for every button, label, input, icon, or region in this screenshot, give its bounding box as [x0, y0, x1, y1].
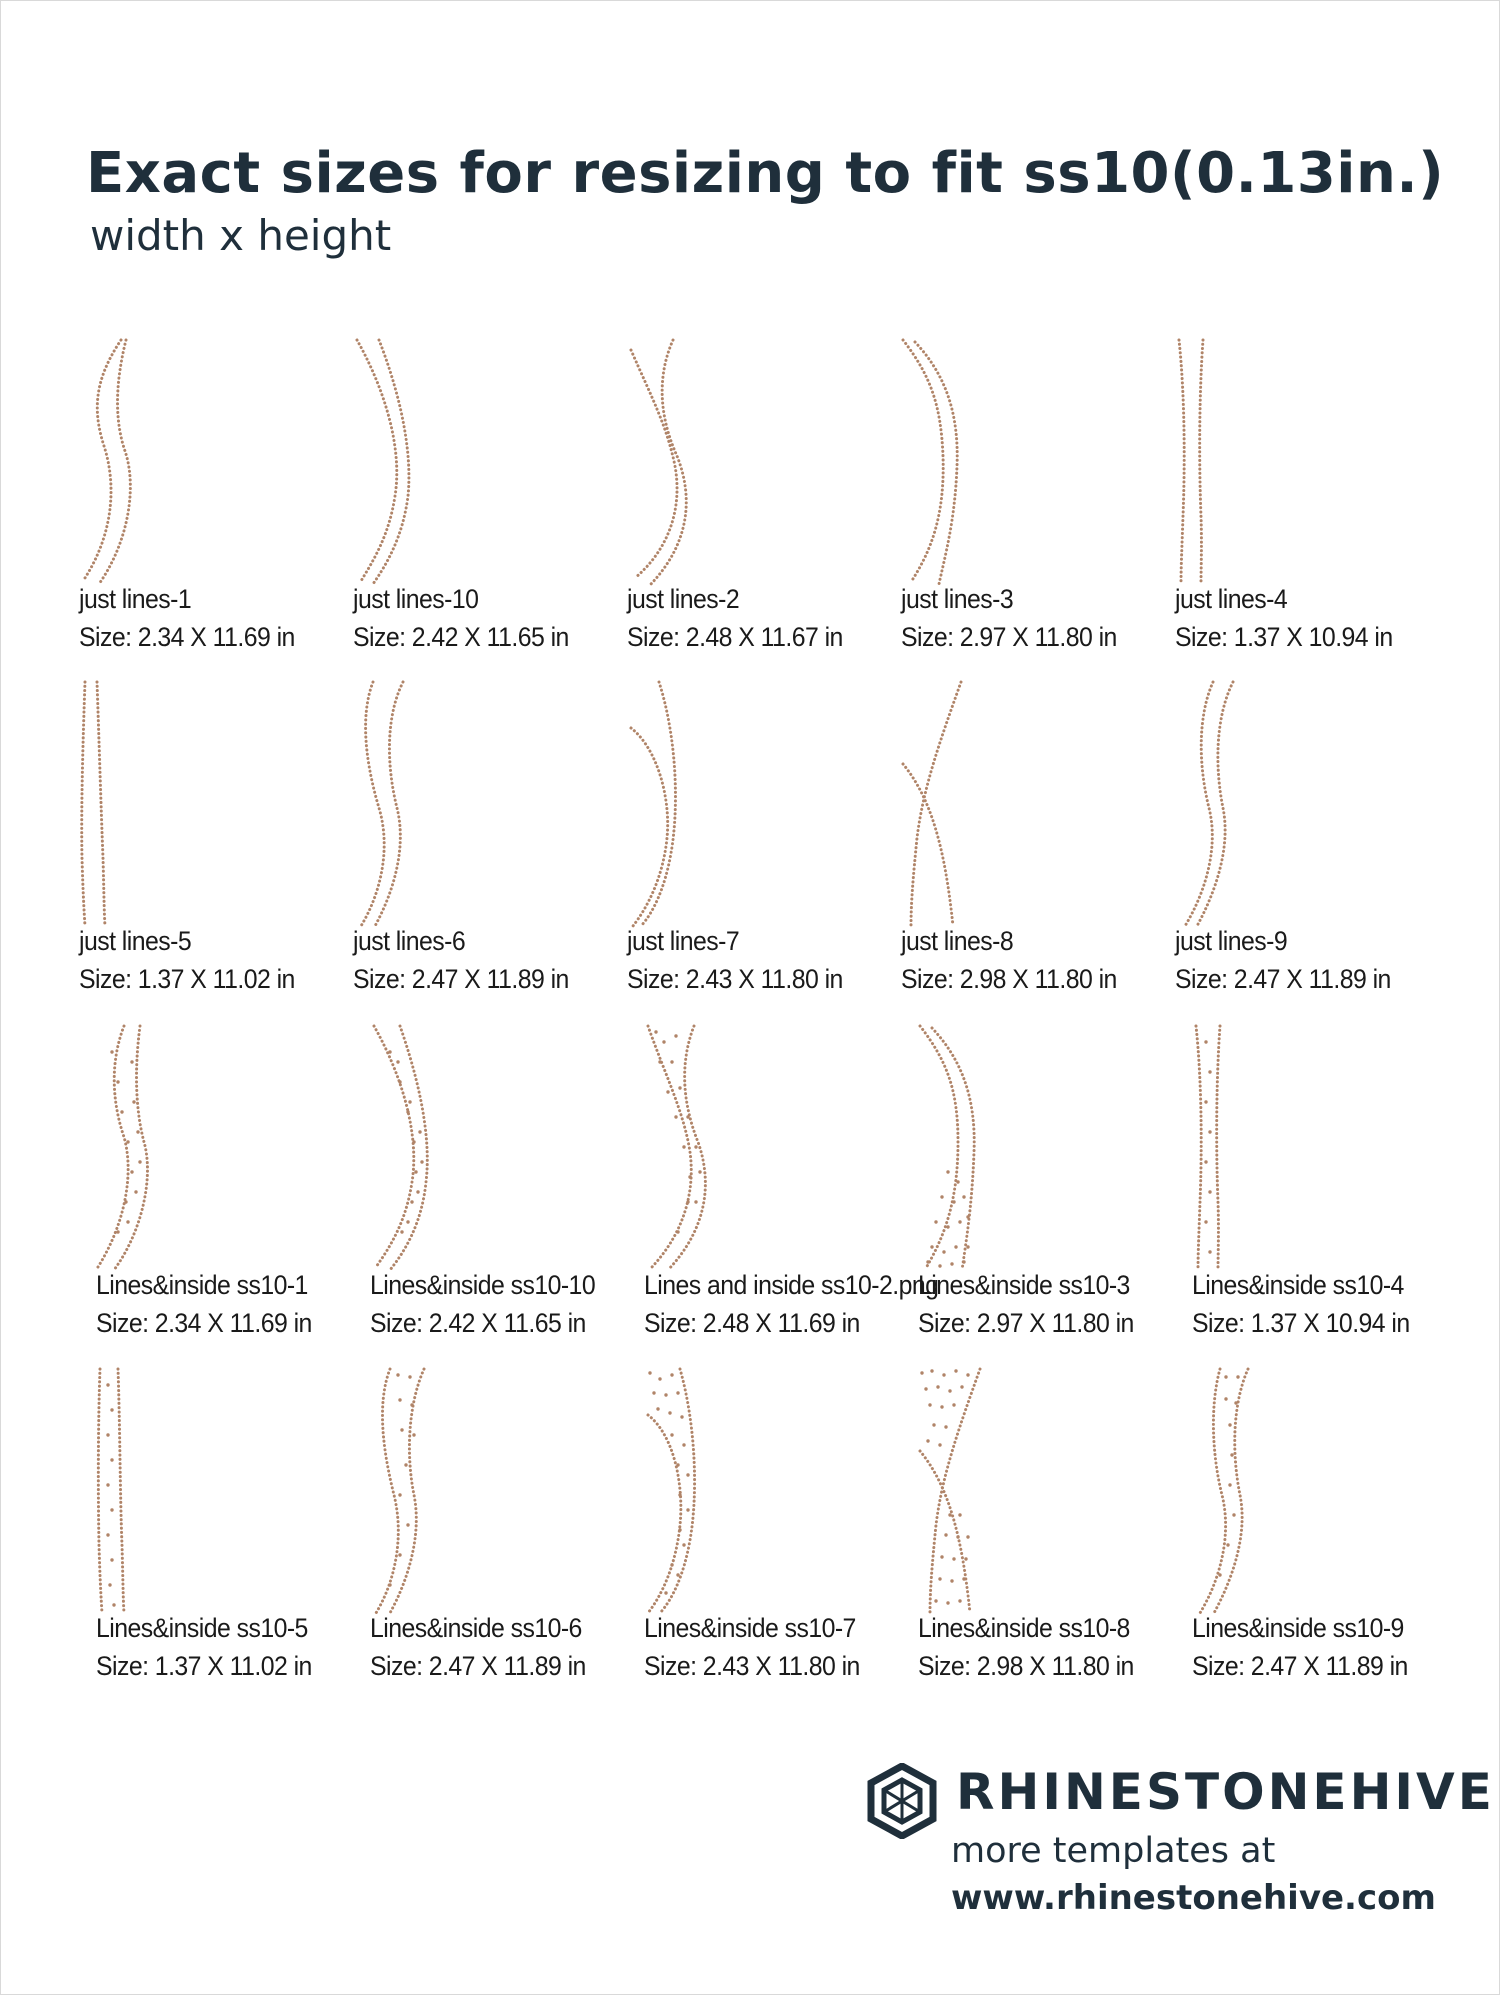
- rhinestone-dot: [648, 1371, 651, 1374]
- rhinestone-dot: [952, 1403, 955, 1406]
- rhinestone-dot: [116, 1230, 119, 1233]
- rhinestone-dot: [420, 1160, 423, 1163]
- rhinestone-line: [932, 1028, 974, 1270]
- rhinestone-dot: [670, 1373, 673, 1376]
- rhinestone-dot: [950, 1579, 953, 1582]
- rhinestone-dot: [398, 1553, 401, 1556]
- rhinestone-dot: [678, 1528, 681, 1531]
- template-size: Size: 2.43 X 11.80 in: [644, 1651, 860, 1681]
- rhinestone-dot: [1224, 1375, 1227, 1378]
- rhinestone-dot: [678, 1086, 681, 1089]
- rhinestone-dot: [964, 1557, 967, 1560]
- rhinestone-dot: [388, 1050, 391, 1053]
- rhinestone-line: [903, 340, 943, 582]
- template-card[interactable]: [1192, 1365, 1462, 1705]
- template-size: Size: 1.37 X 11.02 in: [79, 964, 295, 994]
- rhinestone-dot: [682, 1145, 685, 1148]
- rhinestone-dot: [966, 1245, 969, 1248]
- template-card[interactable]: [96, 1022, 366, 1362]
- rhinestone-dot: [940, 1555, 943, 1558]
- rhinestone-line: [1200, 340, 1203, 584]
- rhinestone-dot: [946, 1225, 949, 1228]
- template-size: Size: 2.97 X 11.80 in: [918, 1308, 1134, 1338]
- rhinestone-dot: [956, 1535, 959, 1538]
- rhinestone-dot: [676, 1463, 679, 1466]
- template-card[interactable]: [370, 1365, 640, 1705]
- rhinestone-dot: [108, 1583, 111, 1586]
- rhinestone-dot: [676, 1573, 679, 1576]
- rhinestone-line: [390, 1026, 427, 1270]
- page-subtitle: width x height: [90, 211, 392, 260]
- template-grid: [1, 1, 1500, 1996]
- rhinestone-dot: [928, 1403, 931, 1406]
- rhinestone-dot: [1208, 1130, 1211, 1133]
- rhinestone-line: [376, 1369, 398, 1613]
- rhinestone-dot: [106, 1433, 109, 1436]
- rhinestone-fill: [1204, 1040, 1211, 1253]
- template-11-preview: [96, 1022, 236, 1272]
- rhinestone-dot: [1204, 1100, 1207, 1103]
- rhinestone-dot: [946, 1170, 949, 1173]
- template-card[interactable]: [353, 336, 623, 676]
- rhinestone-dot: [408, 1375, 411, 1378]
- rhinestone-dot: [106, 1483, 109, 1486]
- rhinestone-dot: [654, 1030, 657, 1033]
- rhinestone-dot: [414, 1170, 417, 1173]
- rhinestone-line: [903, 764, 953, 926]
- rhinestone-dot: [694, 1145, 697, 1148]
- rhinestone-dot: [1232, 1513, 1235, 1516]
- template-name: just lines-9: [1175, 926, 1288, 956]
- template-3-preview: [627, 336, 767, 586]
- rhinestone-dot: [934, 1599, 937, 1602]
- rhinestone-dot: [398, 1398, 401, 1401]
- rhinestone-dot: [958, 1599, 961, 1602]
- rhinestone-dot: [966, 1215, 969, 1218]
- template-name: just lines-10: [353, 584, 479, 614]
- rhinestone-dot: [686, 1508, 689, 1511]
- rhinestone-dot: [388, 1583, 391, 1586]
- rhinestone-line: [97, 682, 105, 926]
- rhinestone-dot: [688, 1175, 691, 1178]
- template-card[interactable]: [644, 1365, 914, 1705]
- rhinestone-dot: [946, 1601, 949, 1604]
- template-card[interactable]: [627, 336, 897, 676]
- template-name: just lines-6: [353, 926, 466, 956]
- rhinestone-dot: [944, 1425, 947, 1428]
- template-size: Size: 2.47 X 11.89 in: [370, 1651, 586, 1681]
- rhinestone-dot: [940, 1405, 943, 1408]
- rhinestone-dot: [698, 1170, 701, 1173]
- rhinestone-dot: [664, 1393, 667, 1396]
- template-card[interactable]: [96, 1365, 366, 1705]
- template-card[interactable]: [1192, 1022, 1462, 1362]
- rhinestone-dot: [958, 1513, 961, 1516]
- template-name: Lines and inside ss10-2.png: [644, 1270, 939, 1300]
- template-size: Size: 1.37 X 11.02 in: [96, 1651, 312, 1681]
- rhinestone-line: [82, 682, 85, 926]
- rhinestone-dot: [412, 1433, 415, 1436]
- template-18-preview: [644, 1365, 784, 1615]
- template-card[interactable]: [901, 678, 1171, 1018]
- rhinestone-dot: [112, 1603, 115, 1606]
- rhinestone-dot: [962, 1577, 965, 1580]
- rhinestone-dot: [410, 1200, 413, 1203]
- template-size: Size: 2.34 X 11.69 in: [96, 1308, 312, 1338]
- rhinestone-dot: [656, 1407, 659, 1410]
- rhinestone-dot: [126, 1220, 129, 1223]
- template-name: Lines&inside ss10-8: [918, 1613, 1130, 1643]
- template-size: Size: 2.48 X 11.69 in: [644, 1308, 860, 1338]
- rhinestone-fill: [920, 1369, 969, 1604]
- rhinestone-fill: [648, 1371, 689, 1594]
- template-12-preview: [370, 1022, 510, 1272]
- rhinestone-dot: [132, 1100, 135, 1103]
- rhinestone-dot: [1230, 1453, 1233, 1456]
- template-9-preview: [901, 678, 1041, 928]
- rhinestone-dot: [110, 1508, 113, 1511]
- template-6-preview: [79, 678, 219, 928]
- template-name: Lines&inside ss10-3: [918, 1270, 1130, 1300]
- rhinestone-line: [118, 1369, 124, 1613]
- website-link[interactable]: www.rhinestonehive.com: [951, 1878, 1436, 1918]
- template-name: just lines-1: [79, 584, 192, 614]
- rhinestone-dot: [130, 1060, 133, 1063]
- rhinestone-dot: [938, 1577, 941, 1580]
- template-size: Size: 1.37 X 10.94 in: [1192, 1308, 1410, 1338]
- rhinestone-dot: [956, 1180, 959, 1183]
- template-1-preview: [79, 336, 219, 586]
- rhinestone-dot: [960, 1385, 963, 1388]
- rhinestone-dot: [682, 1543, 685, 1546]
- rhinestone-dot: [110, 1558, 113, 1561]
- rhinestone-dot: [1228, 1483, 1231, 1486]
- rhinestone-dot: [406, 1523, 409, 1526]
- template-name: just lines-2: [627, 584, 740, 614]
- rhinestone-dot: [124, 1200, 127, 1203]
- rhinestone-dot: [666, 1090, 669, 1093]
- template-2-preview: [353, 336, 493, 586]
- rhinestone-dot: [120, 1110, 123, 1113]
- rhinestone-dot: [1204, 1040, 1207, 1043]
- rhinestone-dot: [674, 1034, 677, 1037]
- page-title: Exact sizes for resizing to fit ss10(0.13in.): [86, 141, 1445, 206]
- rhinestone-dot: [682, 1443, 685, 1446]
- template-card[interactable]: [901, 336, 1171, 676]
- rhinestone-dot: [106, 1533, 109, 1536]
- rhinestone-dot: [962, 1260, 965, 1263]
- rhinestone-dot: [674, 1115, 677, 1118]
- rhinestone-dot: [110, 1408, 113, 1411]
- template-name: Lines&inside ss10-6: [370, 1613, 582, 1643]
- rhinestone-dot: [954, 1369, 957, 1372]
- rhinestone-dot: [686, 1115, 689, 1118]
- template-size: Size: 2.97 X 11.80 in: [901, 622, 1117, 652]
- template-card[interactable]: [353, 678, 623, 1018]
- template-name: just lines-7: [627, 926, 740, 956]
- rhinestone-dot: [936, 1385, 939, 1388]
- rhinestone-line: [1200, 1369, 1226, 1613]
- rhinestone-dot: [930, 1245, 933, 1248]
- brand-name: RHINESTONEHIVE: [956, 1763, 1495, 1821]
- rhinestone-line: [920, 1026, 958, 1268]
- template-size: Size: 2.34 X 11.69 in: [79, 622, 295, 652]
- template-name: Lines&inside ss10-4: [1192, 1270, 1404, 1300]
- rhinestone-fill: [106, 1383, 115, 1606]
- template-card[interactable]: [370, 1022, 640, 1362]
- rhinestone-dot: [1208, 1070, 1211, 1073]
- rhinestone-line: [915, 342, 957, 584]
- rhinestone-dot: [134, 1190, 137, 1193]
- rhinestone-dot: [940, 1195, 943, 1198]
- rhinestone-line: [1196, 1026, 1201, 1270]
- template-14-preview: [918, 1022, 1058, 1272]
- template-size: Size: 1.37 X 10.94 in: [1175, 622, 1393, 652]
- rhinestone-dot: [416, 1190, 419, 1193]
- rhinestone-dot: [406, 1220, 409, 1223]
- rhinestone-dot: [1208, 1250, 1211, 1253]
- rhinestone-dot: [418, 1130, 421, 1133]
- rhinestone-dot: [126, 1140, 129, 1143]
- rhinestone-dot: [1204, 1160, 1207, 1163]
- rhinestone-dot: [680, 1415, 683, 1418]
- rhinestone-dot: [400, 1428, 403, 1431]
- template-size: Size: 2.47 X 11.89 in: [1192, 1651, 1408, 1681]
- rhinestone-dot: [676, 1230, 679, 1233]
- rhinestone-dot: [106, 1383, 109, 1386]
- rhinestone-dot: [658, 1377, 661, 1380]
- rhinestone-dot: [952, 1557, 955, 1560]
- rhinestone-dot: [408, 1100, 411, 1103]
- template-size: Size: 2.98 X 11.80 in: [918, 1651, 1134, 1681]
- template-20-preview: [1192, 1365, 1332, 1615]
- more-templates-text: more templates at: [951, 1831, 1276, 1871]
- rhinestone-line: [641, 682, 675, 926]
- rhinestone-dot: [670, 1563, 673, 1566]
- rhinestone-dot: [942, 1250, 945, 1253]
- hexagon-gem-icon: [866, 1763, 938, 1839]
- template-name: just lines-4: [1175, 584, 1288, 614]
- rhinestone-dot: [1218, 1573, 1221, 1576]
- template-card[interactable]: [918, 1365, 1188, 1705]
- rhinestone-dot: [678, 1493, 681, 1496]
- rhinestone-dot: [670, 1433, 673, 1436]
- template-15-preview: [1192, 1022, 1332, 1272]
- rhinestone-line: [1179, 340, 1184, 584]
- rhinestone-dot: [1204, 1220, 1207, 1223]
- template-card[interactable]: [918, 1022, 1188, 1362]
- template-17-preview: [370, 1365, 510, 1615]
- rhinestone-dot: [670, 1060, 673, 1063]
- template-size: Size: 2.42 X 11.65 in: [370, 1308, 586, 1338]
- rhinestone-dot: [1228, 1423, 1231, 1426]
- rhinestone-dot: [950, 1262, 953, 1265]
- template-name: Lines&inside ss10-7: [644, 1613, 856, 1643]
- rhinestone-line: [1185, 682, 1213, 926]
- template-card[interactable]: [627, 678, 897, 1018]
- rhinestone-line: [390, 1369, 424, 1613]
- rhinestone-line: [911, 682, 961, 926]
- rhinestone-line: [98, 1369, 102, 1613]
- rhinestone-dot: [944, 1533, 947, 1536]
- rhinestone-dot: [686, 1473, 689, 1476]
- rhinestone-dot: [924, 1387, 927, 1390]
- template-name: just lines-8: [901, 926, 1014, 956]
- rhinestone-dot: [1236, 1375, 1239, 1378]
- rhinestone-dot: [410, 1403, 413, 1406]
- rhinestone-dot: [962, 1195, 965, 1198]
- rhinestone-dot: [396, 1373, 399, 1376]
- rhinestone-dot: [398, 1493, 401, 1496]
- rhinestone-line: [98, 1026, 128, 1267]
- rhinestone-dot: [966, 1373, 969, 1376]
- rhinestone-line: [1217, 1026, 1220, 1270]
- template-size: Size: 2.47 X 11.89 in: [1175, 964, 1391, 994]
- rhinestone-dot: [938, 1264, 941, 1267]
- rhinestone-line: [374, 1026, 414, 1267]
- rhinestone-dot: [676, 1391, 679, 1394]
- rhinestone-dot: [400, 1230, 403, 1233]
- rhinestone-line: [668, 1026, 705, 1270]
- template-7-preview: [353, 678, 493, 928]
- rhinestone-dot: [966, 1535, 969, 1538]
- rhinestone-dot: [658, 1060, 661, 1063]
- rhinestone-dot: [406, 1110, 409, 1113]
- rhinestone-line: [651, 340, 686, 584]
- template-size: Size: 2.47 X 11.89 in: [353, 964, 569, 994]
- rhinestone-dot: [138, 1160, 141, 1163]
- rhinestone-dot: [930, 1369, 933, 1372]
- template-8-preview: [627, 678, 767, 928]
- template-size: Size: 2.98 X 11.80 in: [901, 964, 1117, 994]
- rhinestone-dot: [1226, 1543, 1229, 1546]
- rhinestone-line: [631, 350, 677, 578]
- rhinestone-dot: [926, 1260, 929, 1263]
- rhinestone-dot: [116, 1080, 119, 1083]
- rhinestone-dot: [694, 1200, 697, 1203]
- rhinestone-dot: [954, 1245, 957, 1248]
- rhinestone-dot: [668, 1411, 671, 1414]
- rhinestone-dot: [948, 1513, 951, 1516]
- template-card[interactable]: [79, 336, 349, 676]
- template-13-preview: [644, 1022, 784, 1272]
- template-name: Lines&inside ss10-1: [96, 1270, 308, 1300]
- rhinestone-dot: [938, 1443, 941, 1446]
- template-5-preview: [1175, 336, 1315, 586]
- rhinestone-line: [373, 340, 409, 584]
- template-card[interactable]: [79, 678, 349, 1018]
- rhinestone-dot: [110, 1458, 113, 1461]
- template-size: Size: 2.42 X 11.65 in: [353, 622, 569, 652]
- rhinestone-dot: [662, 1040, 665, 1043]
- rhinestone-dot: [110, 1050, 113, 1053]
- rhinestone-dot: [932, 1423, 935, 1426]
- template-name: Lines&inside ss10-10: [370, 1270, 596, 1300]
- template-name: just lines-3: [901, 584, 1014, 614]
- rhinestone-dot: [412, 1140, 415, 1143]
- rhinestone-dot: [948, 1389, 951, 1392]
- rhinestone-dot: [664, 1591, 667, 1594]
- rhinestone-dot: [934, 1220, 937, 1223]
- template-name: just lines-5: [79, 926, 192, 956]
- rhinestone-dot: [920, 1371, 923, 1374]
- template-size: Size: 2.48 X 11.67 in: [627, 622, 843, 652]
- rhinestone-dot: [1224, 1397, 1227, 1400]
- template-name: Lines&inside ss10-5: [96, 1613, 308, 1643]
- template-size: Size: 2.43 X 11.80 in: [627, 964, 843, 994]
- rhinestone-dot: [396, 1060, 399, 1063]
- rhinestone-line: [631, 728, 668, 926]
- rhinestone-line: [99, 340, 130, 584]
- rhinestone-dot: [1208, 1190, 1211, 1193]
- rhinestone-dot: [136, 1130, 139, 1133]
- rhinestone-dot: [942, 1373, 945, 1376]
- rhinestone-line: [83, 340, 121, 581]
- rhinestone-dot: [652, 1391, 655, 1394]
- rhinestone-dot: [926, 1439, 929, 1442]
- rhinestone-line: [648, 1415, 681, 1613]
- rhinestone-dot: [952, 1200, 955, 1203]
- rhinestone-dot: [130, 1170, 133, 1173]
- rhinestone-dot: [404, 1463, 407, 1466]
- template-16-preview: [96, 1365, 236, 1615]
- rhinestone-line: [361, 682, 384, 926]
- template-card[interactable]: [1175, 336, 1445, 676]
- rhinestone-dot: [958, 1220, 961, 1223]
- template-4-preview: [901, 336, 1041, 586]
- template-card[interactable]: [644, 1022, 939, 1362]
- template-19-preview: [918, 1365, 1058, 1615]
- template-card[interactable]: [1175, 678, 1445, 1018]
- footer-logo[interactable]: [866, 1763, 1495, 1943]
- rhinestone-dot: [686, 1200, 689, 1203]
- template-10-preview: [1175, 678, 1315, 928]
- template-name: Lines&inside ss10-9: [1192, 1613, 1404, 1643]
- rhinestone-dot: [398, 1080, 401, 1083]
- rhinestone-dot: [1234, 1401, 1237, 1404]
